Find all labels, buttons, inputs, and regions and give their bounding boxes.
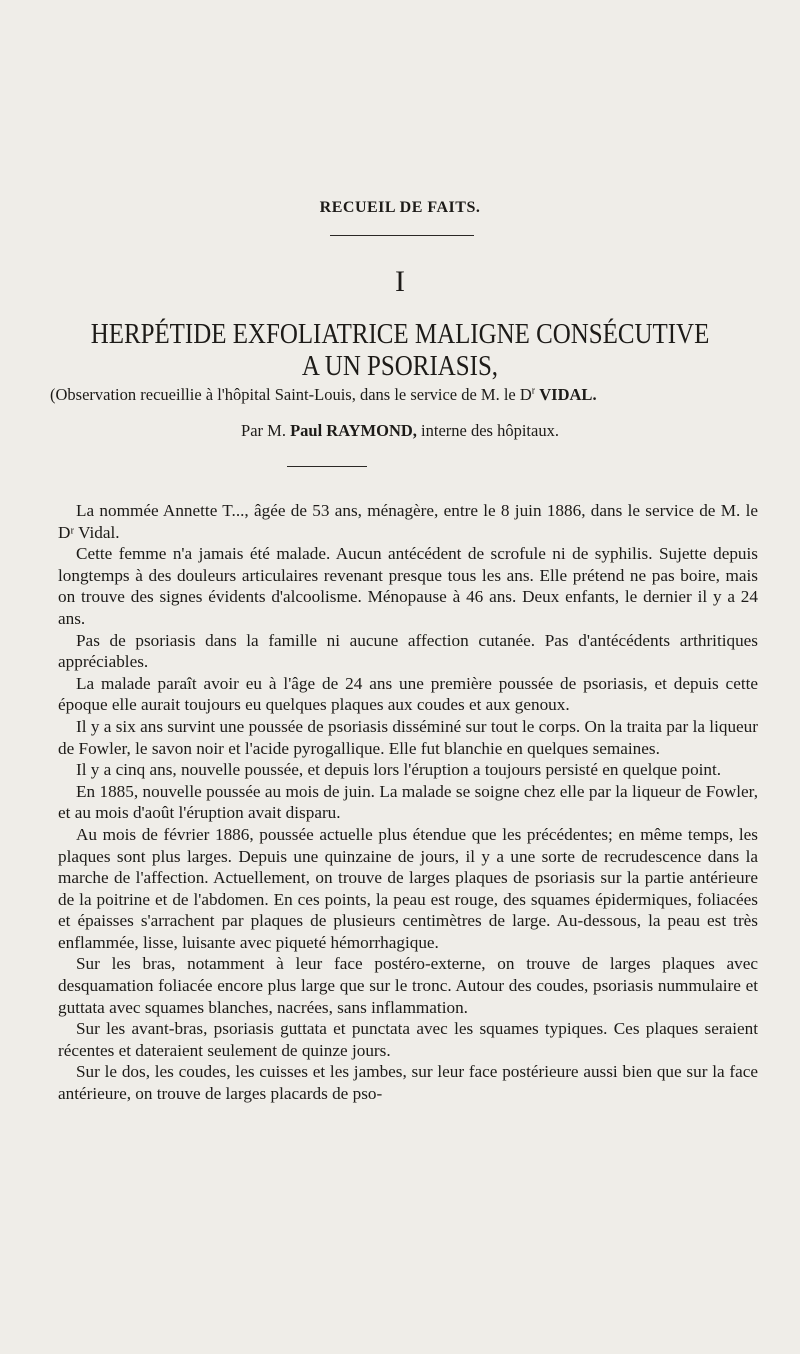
paragraph: Sur les bras, notamment à leur face postéro-externe, on trouve de larges plaques avec desquamation foliacée encore plus large que sur le tronc. Autour des coudes, psoriasis nummulaire et guttata avec squames blanches, nacrées, sans inflammation. xyxy=(58,954,758,1017)
paragraph: Sur le dos, les coudes, les cuisses et les jambes, sur leur face postérieure aussi bien que sur la face antérieure, on trouve de larges placards de pso- xyxy=(58,1062,758,1104)
header-rule xyxy=(330,235,474,236)
paragraph: Il y a six ans survint une poussée de psoriasis disséminé sur tout le corps. On la traita par la liqueur de Fowler, le savon noir et l'acide pyrogallique. Elle fut blanchie en quelques semaines. xyxy=(58,716,758,758)
author-suffix: interne des hôpitaux. xyxy=(421,421,559,440)
paragraph: Cette femme n'a jamais été malade. Aucun antécédent de scrofule ni de syphilis. Sujette depuis longtemps à des douleurs articulaires revenant presque tous les ans. Elle prétend ne pas boire, mais on trouve des signes évidents d'alcoolisme. Ménopause à 46 ans. Deux enfants, le dernier il y a 24 ans. xyxy=(58,544,758,628)
paragraph: La malade paraît avoir eu à l'âge de 24 ans une première poussée de psoriasis, et depuis cette époque elle aurait toujours eu quelques plaques aux coudes et aux genoux. xyxy=(58,673,758,715)
subtitle-sup: r xyxy=(531,385,536,397)
article-title-line-1: HERPÉTIDE EXFOLIATRICE MALIGNE CONSÉCUTIVE xyxy=(90,318,710,350)
paragraph: La nommée Annette T..., âgée de 53 ans, ménagère, entre le 8 juin 1886, dans le service de M. le Dʳ Vidal. xyxy=(58,501,758,542)
running-header: RECUEIL DE FAITS. xyxy=(319,199,481,216)
author-line xyxy=(0,421,800,441)
article-subtitle xyxy=(50,385,765,405)
subtitle-name: VIDAL. xyxy=(539,385,597,404)
paragraph: Au mois de février 1886, poussée actuelle plus étendue que les précédentes; en même temps, les plaques sont plus larges. Depuis une quinzaine de jours, il y a une sorte de recrudescence dans la marche de l'affection. Actuellement, on trouve de larges plaques de psoriasis sur la partie antérieure de la poitrine et de l'abdomen. En ces points, la peau est rouge, des squames épidermiques, foliacées et épaisses s'arrachent par plaques de plusieurs centimètres de large. Au-dessous, la peau est très enflammée, lisse, luisante avec piqueté hémorrhagique. xyxy=(58,824,758,952)
paragraph: Pas de psoriasis dans la famille ni aucune affection cutanée. Pas d'antécédents arthritiques appréciables. xyxy=(58,630,758,672)
article-body xyxy=(58,500,758,1105)
author-name: Paul RAYMOND, xyxy=(290,421,417,440)
author-rule xyxy=(287,466,367,467)
author-prefix: Par M. xyxy=(241,421,286,440)
paragraph: Sur les avant-bras, psoriasis guttata et punctata avec les squames typiques. Ces plaques seraient récentes et dateraient seulement de quinze jours. xyxy=(58,1019,758,1060)
article-title-line-2: A UN PSORIASIS, xyxy=(301,350,499,382)
paragraph: Il y a cinq ans, nouvelle poussée, et depuis lors l'éruption a toujours persisté en quelque point. xyxy=(76,760,722,780)
section-number: I xyxy=(395,265,405,298)
paragraph: En 1885, nouvelle poussée au mois de juin. La malade se soigne chez elle par la liqueur de Fowler, et au mois d'août l'éruption avait disparu. xyxy=(58,781,758,823)
subtitle-text: (Observation recueillie à l'hôpital Saint-Louis, dans le service de M. le D xyxy=(50,385,532,404)
